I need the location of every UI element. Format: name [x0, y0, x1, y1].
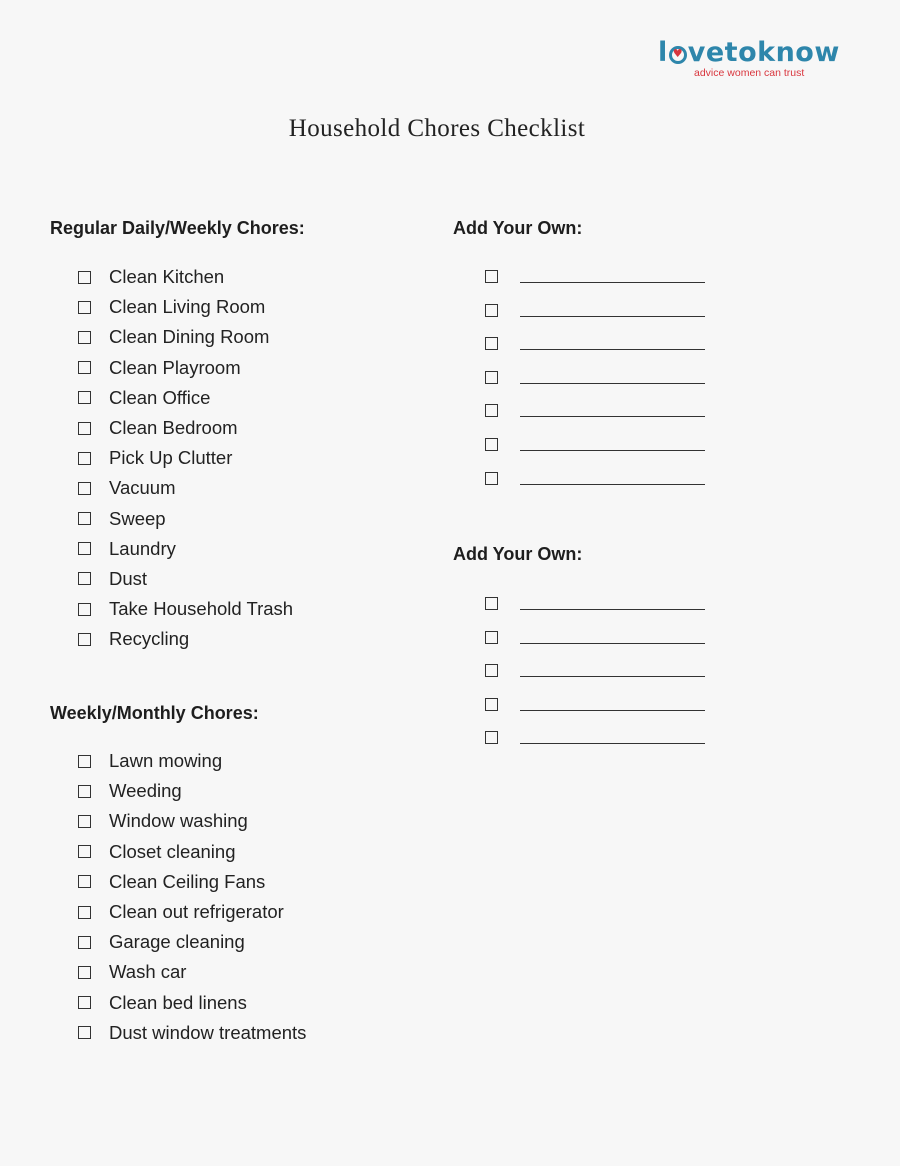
checkbox-icon[interactable]	[78, 966, 91, 979]
chore-item	[78, 473, 293, 503]
checkbox-icon[interactable]	[78, 845, 91, 858]
chore-label: Clean bed linens	[109, 991, 247, 1013]
checkbox-icon[interactable]	[78, 603, 91, 616]
chore-label: Recycling	[109, 628, 190, 650]
checkbox-icon[interactable]	[485, 664, 498, 677]
checkbox-icon[interactable]	[78, 512, 91, 525]
chore-label: Dust window treatments	[109, 1021, 307, 1043]
checkbox-icon[interactable]	[78, 391, 91, 404]
chore-item	[78, 292, 293, 322]
chore-label: Dust	[109, 567, 148, 589]
logo-wordmark-prefix: l	[658, 37, 668, 68]
write-in-line[interactable]	[520, 609, 705, 610]
chore-label: Clean Bedroom	[109, 417, 238, 439]
checkbox-icon[interactable]	[78, 271, 91, 284]
checkbox-icon[interactable]	[78, 936, 91, 949]
checkbox-icon[interactable]	[485, 371, 498, 384]
chore-label: Wash car	[109, 961, 187, 983]
checkbox-icon[interactable]	[485, 698, 498, 711]
write-in-line[interactable]	[520, 484, 705, 485]
chore-item	[78, 383, 293, 413]
heart-icon	[669, 46, 687, 64]
logo-tagline: advice women can trust	[694, 67, 805, 79]
checkbox-icon[interactable]	[78, 906, 91, 919]
write-in-line[interactable]	[520, 316, 705, 317]
checkbox-icon[interactable]	[485, 270, 498, 283]
chore-item	[78, 534, 293, 564]
chore-item	[78, 322, 293, 352]
chore-label: Clean Ceiling Fans	[109, 870, 266, 892]
checkbox-icon[interactable]	[78, 996, 91, 1009]
chore-label: Window washing	[109, 810, 248, 832]
monthly-chores-heading: Weekly/Monthly Chores:	[50, 703, 259, 723]
checkbox-icon[interactable]	[78, 633, 91, 646]
checkbox-icon[interactable]	[485, 404, 498, 417]
chore-label: Clean Playroom	[109, 356, 241, 378]
checkbox-icon[interactable]	[78, 301, 91, 314]
chore-item	[78, 867, 306, 897]
checkbox-icon[interactable]	[78, 482, 91, 495]
chore-item	[78, 624, 293, 654]
checkbox-icon[interactable]	[78, 422, 91, 435]
checkbox-icon[interactable]	[485, 631, 498, 644]
chore-item	[78, 443, 293, 473]
chore-label: Clean Office	[109, 386, 211, 408]
write-in-line[interactable]	[520, 676, 705, 677]
write-in-line[interactable]	[520, 349, 705, 350]
checkbox-icon[interactable]	[78, 755, 91, 768]
checkbox-icon[interactable]	[485, 337, 498, 350]
chore-label: Lawn mowing	[109, 750, 223, 772]
chore-item	[78, 837, 306, 867]
chore-label: Take Household Trash	[109, 598, 294, 620]
chore-label: Garage cleaning	[109, 931, 245, 953]
chore-label: Laundry	[109, 537, 176, 559]
regular-chores-list	[78, 262, 293, 654]
checkbox-icon[interactable]	[485, 597, 498, 610]
checkbox-icon[interactable]	[78, 815, 91, 828]
chore-item	[78, 957, 306, 987]
checkbox-icon[interactable]	[485, 438, 498, 451]
chore-label: Closet cleaning	[109, 840, 236, 862]
chore-item	[78, 746, 306, 776]
monthly-chores-list	[78, 746, 306, 1048]
write-in-line[interactable]	[520, 710, 705, 711]
checkbox-icon[interactable]	[78, 331, 91, 344]
chore-label: Clean Living Room	[109, 296, 266, 318]
checkbox-icon[interactable]	[78, 785, 91, 798]
chore-label: Clean Dining Room	[109, 326, 270, 348]
chore-item	[78, 927, 306, 957]
chore-item	[78, 988, 306, 1018]
write-in-line[interactable]	[520, 643, 705, 644]
checkbox-icon[interactable]	[485, 731, 498, 744]
checkbox-icon[interactable]	[485, 472, 498, 485]
write-in-line[interactable]	[520, 282, 705, 283]
checkbox-icon[interactable]	[78, 1026, 91, 1039]
chore-item	[78, 353, 293, 383]
chore-item	[78, 806, 306, 836]
checkbox-icon[interactable]	[485, 304, 498, 317]
chore-label: Weeding	[109, 780, 182, 802]
chore-item	[78, 776, 306, 806]
add-your-own-heading-2: Add Your Own:	[453, 544, 583, 564]
chore-item	[78, 504, 293, 534]
page-title: Household Chores Checklist	[288, 115, 586, 142]
chore-label: Sweep	[109, 507, 166, 529]
chore-label: Clean Kitchen	[109, 266, 225, 288]
write-in-line[interactable]	[520, 743, 705, 744]
chore-item	[78, 594, 293, 624]
regular-chores-heading: Regular Daily/Weekly Chores:	[50, 218, 305, 238]
checkbox-icon[interactable]	[78, 452, 91, 465]
logo-wordmark	[658, 38, 840, 68]
chore-item	[78, 564, 293, 594]
write-in-line[interactable]	[520, 450, 705, 451]
checkbox-icon[interactable]	[78, 572, 91, 585]
chore-label: Clean out refrigerator	[109, 901, 284, 923]
chore-item	[78, 413, 293, 443]
checkbox-icon[interactable]	[78, 361, 91, 374]
lovetoknow-logo	[658, 38, 850, 78]
chore-item	[78, 897, 306, 927]
checkbox-icon[interactable]	[78, 542, 91, 555]
checkbox-icon[interactable]	[78, 875, 91, 888]
chore-label: Pick Up Clutter	[109, 447, 233, 469]
chore-item	[78, 1018, 306, 1048]
chore-label: Vacuum	[109, 477, 176, 499]
logo-wordmark-suffix: vetoknow	[687, 37, 840, 68]
chore-item	[78, 262, 293, 292]
add-your-own-heading-1: Add Your Own:	[453, 218, 583, 238]
write-in-line[interactable]	[520, 383, 705, 384]
write-in-line[interactable]	[520, 416, 705, 417]
